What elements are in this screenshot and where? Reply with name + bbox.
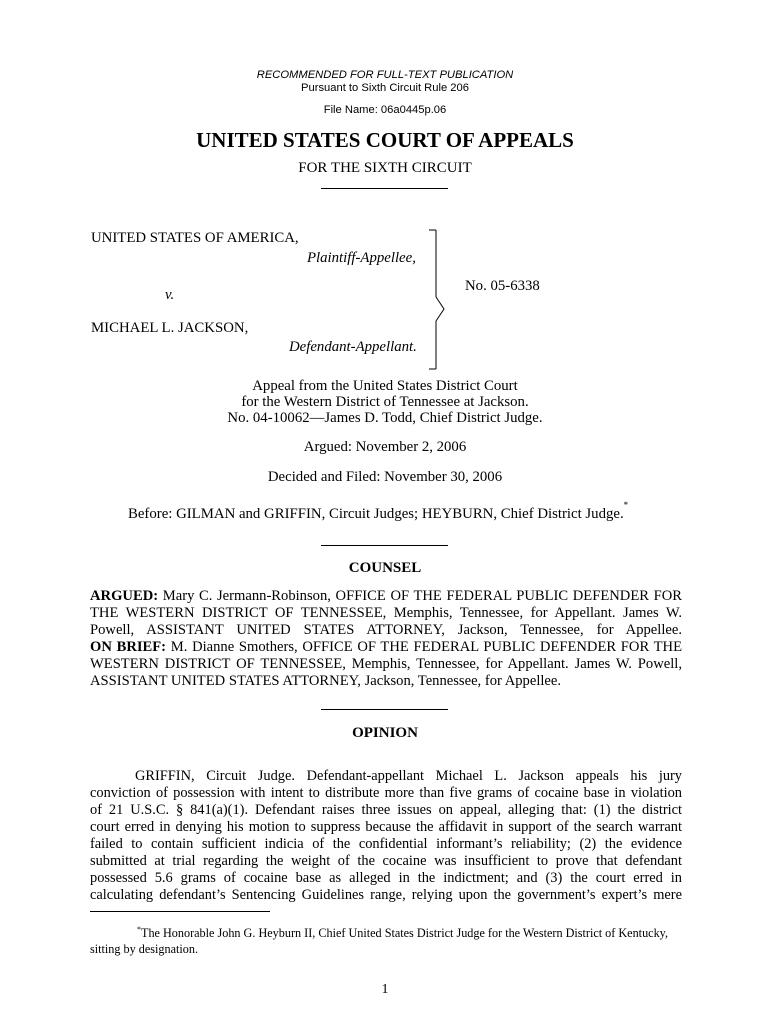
argued-date: Argued: November 2, 2006	[303, 439, 467, 455]
counsel-line-1-text: Mary C. Jermann-Robinson, OFFICE OF THE FEDERAL PUBLIC DEFENDER FOR	[162, 588, 682, 604]
counsel-line-5: WESTERN DISTRICT OF TENNESSEE, Memphis, Tennessee, for Appellant. James W. Powell,	[90, 656, 682, 672]
opinion-divider	[321, 709, 448, 710]
footnote-text: The Honorable John G. Heyburn II, Chief United States District Judge for the Western District of Kentucky,	[141, 926, 669, 940]
rule-notice: Pursuant to Sixth Circuit Rule 206	[301, 82, 469, 94]
decided-date: Decided and Filed: November 30, 2006	[267, 469, 503, 485]
counsel-line-1	[90, 588, 682, 605]
appeal-line-2: for the Western District of Tennessee at Jackson.	[241, 394, 529, 410]
panel-judges	[128, 500, 628, 523]
argued-label: ARGUED:	[90, 588, 159, 604]
file-name: File Name: 06a0445p.06	[323, 104, 447, 116]
appeal-line-3: No. 04-10062—James D. Todd, Chief District Judge.	[227, 410, 543, 426]
footnote-ref: *	[623, 500, 629, 510]
court-title: UNITED STATES COURT OF APPEALS	[196, 128, 574, 152]
opinion-line-3: of 21 U.S.C. § 841(a)(1). Defendant raises three issues on appeal, alleging that: (1) the district	[90, 802, 682, 818]
opinion-line-7: possessed 5.6 grams of cocaine base as alleged in the indictment; and (3) the court erred in	[90, 870, 682, 886]
footnote-marker: *	[137, 925, 141, 934]
opinion-line-4: court erred in denying his motion to suppress because the affidavit in support of the search warrant	[90, 819, 682, 835]
plaintiff-name: UNITED STATES OF AMERICA,	[91, 230, 299, 246]
counsel-heading: COUNSEL	[348, 560, 422, 576]
defendant-role: Defendant-Appellant.	[289, 339, 417, 355]
circuit-name: FOR THE SIXTH CIRCUIT	[298, 160, 472, 176]
counsel-line-2: THE WESTERN DISTRICT OF TENNESSEE, Memphis, Tennessee, for Appellant. James W.	[90, 605, 682, 621]
opinion-line-6: submitted at trial regarding the weight of the cocaine was insufficient to prove that defendant	[90, 853, 682, 869]
header-divider	[321, 188, 448, 189]
defendant-name: MICHAEL L. JACKSON,	[91, 320, 249, 336]
plaintiff-role: Plaintiff-Appellee,	[307, 250, 416, 266]
versus: v.	[165, 287, 175, 303]
panel-judges-text: Before: GILMAN and GRIFFIN, Circuit Judges; HEYBURN, Chief District Judge.	[128, 506, 624, 522]
counsel-line-3: Powell, ASSISTANT UNITED STATES ATTORNEY, Jackson, Tennessee, for Appellee.	[90, 622, 682, 638]
opinion-line-2: conviction of possession with intent to distribute more than five grams of cocaine base in violation	[90, 785, 682, 801]
case-number: No. 05-6338	[465, 278, 540, 294]
counsel-line-4	[90, 639, 682, 656]
page-number: 1	[381, 982, 389, 997]
footnote-line-2: sitting by designation.	[90, 942, 198, 956]
opinion-heading: OPINION	[352, 725, 418, 741]
opinion-line-8: calculating defendant’s Sentencing Guidelines range, relying upon the government’s expert’s mere	[90, 887, 682, 903]
opinion-line-5: failed to contain sufficient indicia of the confidential informant’s reliability; (2) the evidence	[90, 836, 682, 852]
publication-notice: RECOMMENDED FOR FULL-TEXT PUBLICATION	[256, 69, 514, 81]
caption-bracket	[425, 227, 455, 373]
counsel-line-6: ASSISTANT UNITED STATES ATTORNEY, Jackson, Tennessee, for Appellee.	[90, 673, 562, 689]
on-brief-label: ON BRIEF:	[90, 639, 167, 655]
counsel-line-4-text: M. Dianne Smothers, OFFICE OF THE FEDERAL PUBLIC DEFENDER FOR THE	[170, 639, 682, 655]
counsel-divider	[321, 545, 448, 546]
opinion-line-1: GRIFFIN, Circuit Judge. Defendant-appellant Michael L. Jackson appeals his jury	[135, 768, 682, 784]
footnote-line-1	[137, 926, 668, 942]
footnote-rule	[90, 911, 270, 912]
appeal-line-1: Appeal from the United States District Court	[252, 378, 518, 394]
